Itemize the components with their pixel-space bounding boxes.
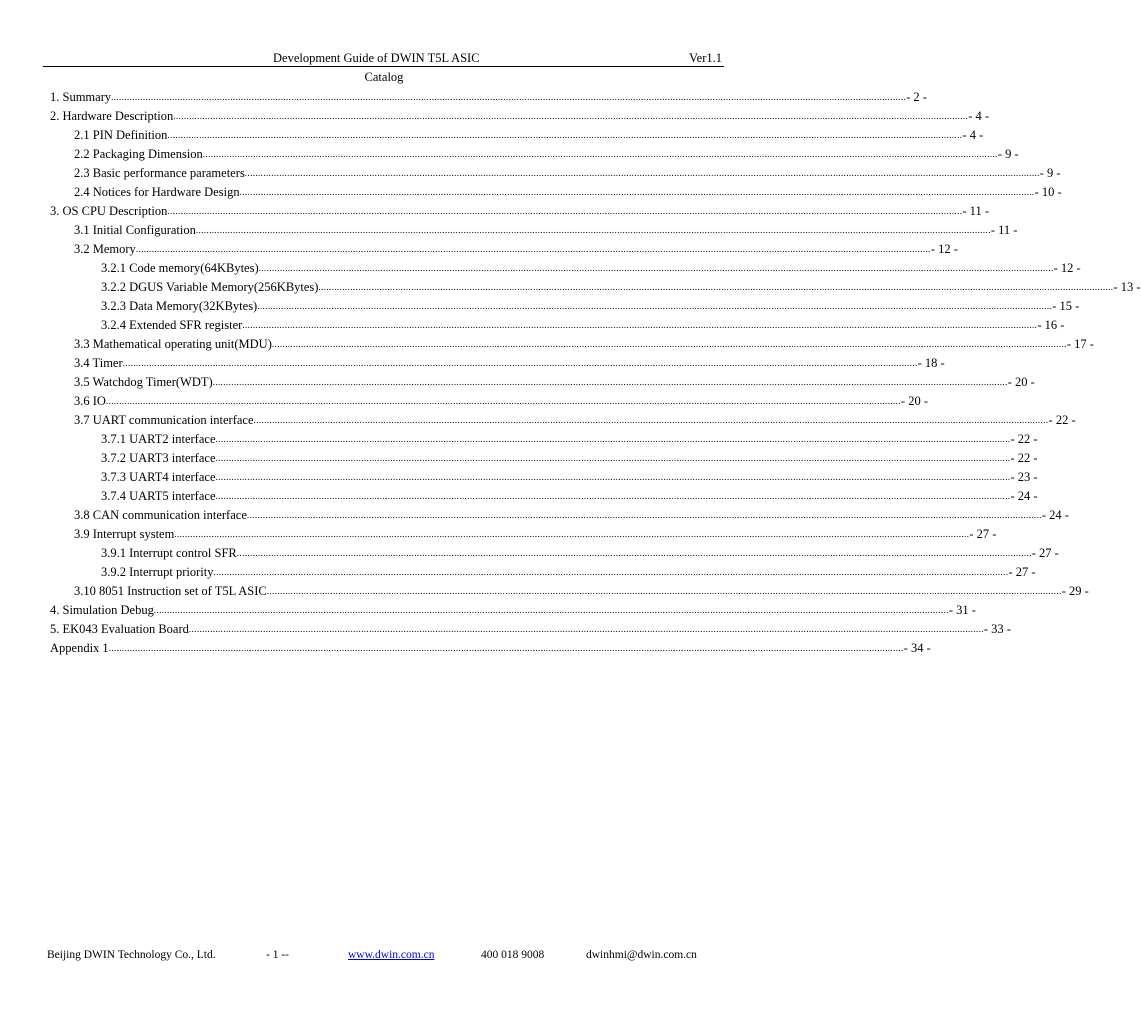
toc-leader-dots: ............................................................................................................................................................................................................................................................................................................ <box>242 320 1038 330</box>
toc-entry-label: 2.2 Packaging Dimension <box>74 147 203 161</box>
catalog-heading: Catalog <box>364 70 404 84</box>
toc-entry-page: - 24 - <box>1010 489 1038 503</box>
document-version: Ver1.1 <box>689 51 722 65</box>
toc-entry[interactable] <box>50 639 931 658</box>
toc-leader-dots: ............................................................................................................................................................................................................................................................................................................ <box>195 225 991 235</box>
toc-entry-label: 3.9.1 Interrupt control SFR <box>101 546 237 560</box>
toc-leader-dots: ............................................................................................................................................................................................................................................................................................................ <box>246 510 1042 520</box>
page-footer <box>0 949 768 965</box>
toc-entry-page: - 22 - <box>1010 451 1038 465</box>
toc-entry-page: - 9 - <box>1039 166 1061 180</box>
toc-leader-dots: ............................................................................................................................................................................................................................................................................................................ <box>215 491 1011 501</box>
toc-entry-label: 3.2.1 Code memory(64KBytes) <box>101 261 259 275</box>
toc-leader-dots: ............................................................................................................................................................................................................................................................................................................ <box>271 339 1067 349</box>
toc-entry-label: 2.3 Basic performance parameters <box>74 166 245 180</box>
footer-email: dwinhmi@dwin.com.cn <box>586 949 697 961</box>
toc-leader-dots: ............................................................................................................................................................................................................................................................................................................ <box>266 586 1062 596</box>
toc-entry-label: 3.7.2 UART3 interface <box>101 451 216 465</box>
toc-entry-label: 3.3 Mathematical operating unit(MDU) <box>74 337 272 351</box>
toc-entry-page: - 4 - <box>962 128 984 142</box>
toc-entry-label: 3.9 Interrupt system <box>74 527 175 541</box>
toc-entry-page: - 15 - <box>1052 299 1080 313</box>
toc-entry-page: - 11 - <box>962 204 989 218</box>
toc-entry-label: 3.4 Timer <box>74 356 123 370</box>
toc-entry-page: - 22 - <box>1010 432 1038 446</box>
toc-leader-dots: ............................................................................................................................................................................................................................................................................................................ <box>215 453 1011 463</box>
toc-leader-dots: ............................................................................................................................................................................................................................................................................................................ <box>215 472 1011 482</box>
toc-leader-dots: ............................................................................................................................................................................................................................................................................................................ <box>244 168 1040 178</box>
toc-leader-dots: ............................................................................................................................................................................................................................................................................................................ <box>318 282 1114 292</box>
toc-entry-label: 2.4 Notices for Hardware Design <box>74 185 240 199</box>
toc-leader-dots: ............................................................................................................................................................................................................................................................................................................ <box>213 567 1009 577</box>
toc-leader-dots: ............................................................................................................................................................................................................................................................................................................ <box>212 377 1008 387</box>
toc-leader-dots: ............................................................................................................................................................................................................................................................................................................ <box>257 301 1053 311</box>
toc-entry-page: - 13 - <box>1113 280 1141 294</box>
toc-leader-dots: ............................................................................................................................................................................................................................................................................................................ <box>167 130 963 140</box>
toc-entry-label: 2.1 PIN Definition <box>74 128 168 142</box>
toc-entry-page: - 20 - <box>1007 375 1035 389</box>
toc-entry-page: - 12 - <box>930 242 958 256</box>
toc-entry-page: - 23 - <box>1010 470 1038 484</box>
toc-entry-label: 3.9.2 Interrupt priority <box>101 565 214 579</box>
toc-entry-page: - 33 - <box>983 622 1011 636</box>
toc-entry-label: 3.7.3 UART4 interface <box>101 470 216 484</box>
toc-entry-page: - 34 - <box>903 641 931 655</box>
toc-entry-label: 4. Simulation Debug <box>50 603 154 617</box>
toc-entry-label: 3.8 CAN communication interface <box>74 508 247 522</box>
toc-entry-label: 3.1 Initial Configuration <box>74 223 196 237</box>
toc-leader-dots: ............................................................................................................................................................................................................................................................................................................ <box>153 605 949 615</box>
toc-leader-dots: ............................................................................................................................................................................................................................................................................................................ <box>253 415 1049 425</box>
footer-company: Beijing DWIN Technology Co., Ltd. <box>47 949 216 961</box>
toc-leader-dots: ............................................................................................................................................................................................................................................................................................................ <box>239 187 1035 197</box>
toc-leader-dots: ............................................................................................................................................................................................................................................................................................................ <box>111 92 907 102</box>
toc-entry-page: - 17 - <box>1066 337 1094 351</box>
page-header <box>43 50 724 67</box>
toc-entry-label: 3.7.1 UART2 interface <box>101 432 216 446</box>
toc-entry-label: 3.2.4 Extended SFR register <box>101 318 243 332</box>
toc-leader-dots: ............................................................................................................................................................................................................................................................................................................ <box>167 206 963 216</box>
footer-phone: 400 018 9008 <box>481 949 545 961</box>
toc-entry-label: 3. OS CPU Description <box>50 204 168 218</box>
toc-leader-dots: ............................................................................................................................................................................................................................................................................................................ <box>105 396 901 406</box>
toc-leader-dots: ............................................................................................................................................................................................................................................................................................................ <box>122 358 918 368</box>
toc-entry-label: 2. Hardware Description <box>50 109 174 123</box>
toc-entry-page: - 31 - <box>948 603 976 617</box>
toc-entry-page: - 12 - <box>1053 261 1081 275</box>
toc-entry-page: - 16 - <box>1037 318 1065 332</box>
toc-entry-page: - 27 - <box>1031 546 1059 560</box>
toc-entry-page: - 29 - <box>1061 584 1089 598</box>
footer-website-link[interactable]: www.dwin.com.cn <box>348 949 435 961</box>
toc-entry-page: - 18 - <box>917 356 945 370</box>
toc-entry-page: - 11 - <box>990 223 1018 237</box>
toc-entry-label: 3.5 Watchdog Timer(WDT) <box>74 375 213 389</box>
toc-leader-dots: ............................................................................................................................................................................................................................................................................................................ <box>236 548 1032 558</box>
toc-leader-dots: ............................................................................................................................................................................................................................................................................................................ <box>174 529 970 539</box>
toc-entry-page: - 9 - <box>997 147 1019 161</box>
toc-entry-page: - 4 - <box>968 109 990 123</box>
toc-leader-dots: ............................................................................................................................................................................................................................................................................................................ <box>215 434 1011 444</box>
toc-leader-dots: ............................................................................................................................................................................................................................................................................................................ <box>258 263 1054 273</box>
toc-entry-page: - 24 - <box>1041 508 1069 522</box>
toc-entry-page: - 20 - <box>900 394 929 408</box>
toc-entry-label: 3.10 8051 Instruction set of T5L ASIC <box>74 584 267 598</box>
toc-entry-label: Appendix 1 <box>50 641 109 655</box>
toc-entry-label: 5. EK043 Evaluation Board <box>50 622 189 636</box>
toc-leader-dots: ............................................................................................................................................................................................................................................................................................................ <box>135 244 931 254</box>
footer-page-number: - 1 -- <box>266 949 289 961</box>
toc-leader-dots: ............................................................................................................................................................................................................................................................................................................ <box>202 149 998 159</box>
document-title: Development Guide of DWIN T5L ASIC <box>273 51 480 65</box>
toc-entry-page: - 10 - <box>1034 185 1062 199</box>
toc-entry-label: 3.2 Memory <box>74 242 136 256</box>
toc-entry-label: 1. Summary <box>50 90 112 104</box>
toc-leader-dots: ............................................................................................................................................................................................................................................................................................................ <box>173 111 969 121</box>
toc-entry-label: 3.7.4 UART5 interface <box>101 489 216 503</box>
toc-entry-label: 3.2.2 DGUS Variable Memory(256KBytes) <box>101 280 319 294</box>
toc-leader-dots: ............................................................................................................................................................................................................................................................................................................ <box>188 624 984 634</box>
toc-entry-label: 3.2.3 Data Memory(32KBytes) <box>101 299 258 313</box>
toc-entry-page: - 27 - <box>969 527 997 541</box>
toc-entry-page: - 2 - <box>906 90 927 104</box>
toc-entry-page: - 27 - <box>1008 565 1036 579</box>
toc-leader-dots: ............................................................................................................................................................................................................................................................................................................ <box>108 643 904 653</box>
toc-entry-page: - 22 - <box>1048 413 1076 427</box>
toc-entry-label: 3.7 UART communication interface <box>74 413 254 427</box>
toc-entry-label: 3.6 IO <box>74 394 106 408</box>
